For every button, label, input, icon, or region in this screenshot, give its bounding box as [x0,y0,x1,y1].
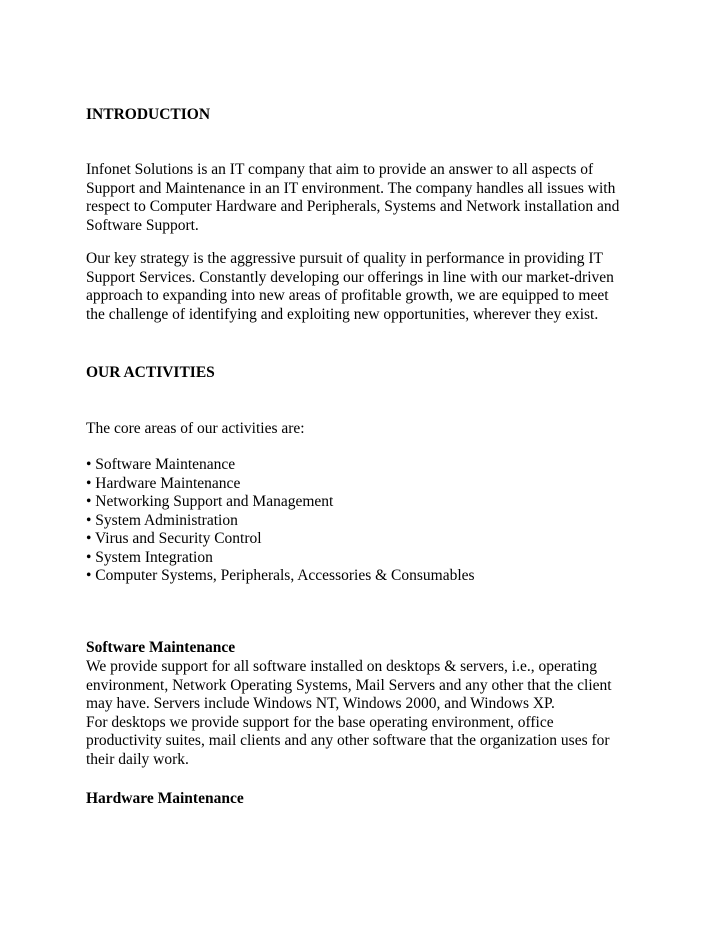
text-line: We provide support for all software installed on desktops & servers, i.e., operating [86,658,597,675]
introduction-paragraph-2 [86,250,706,324]
list-item: • Software Maintenance [86,456,236,473]
list-item: • Networking Support and Management [86,493,334,510]
text-line: approach to expanding into new areas of profitable growth, we are equipped to meet [86,287,609,304]
software-maintenance-heading: Software Maintenance [86,639,236,656]
list-item: • System Integration [86,548,213,566]
text-line: Infonet Solutions is an IT company that aim to provide an answer to all aspects of [86,161,594,178]
introduction-heading: INTRODUCTION [86,106,211,123]
text-line: Software Support. [86,216,199,234]
activities-heading: OUR ACTIVITIES [86,364,215,381]
text-line: the challenge of identifying and exploiting new opportunities, wherever they exist. [86,305,599,323]
list-item: • Computer Systems, Peripherals, Accessories & Consumables [86,567,475,584]
introduction-paragraph-1 [86,161,706,235]
text-line: Support and Maintenance in an IT environment. The company handles all issues with [86,179,616,197]
activities-list [86,456,475,586]
hardware-maintenance-heading: Hardware Maintenance [86,790,244,807]
text-line: environment, Network Operating Systems, Mail Servers and any other that the client [86,676,612,694]
text-line: their daily work. [86,750,189,768]
software-maintenance-paragraph [86,658,706,769]
text-line: Support Services. Constantly developing our offerings in line with our market-driven [86,268,614,286]
list-item: • Hardware Maintenance [86,474,241,492]
text-line: Our key strategy is the aggressive pursuit of quality in performance in providing IT [86,250,603,267]
activities-lead: The core areas of our activities are: [86,420,305,437]
text-line: For desktops we provide support for the base operating environment, office [86,713,554,731]
text-line: respect to Computer Hardware and Peripherals, Systems and Network installation and [86,198,620,215]
list-item: • System Administration [86,511,238,529]
text-line: productivity suites, mail clients and any other software that the organization uses for [86,732,610,749]
text-line: may have. Servers include Windows NT, Windows 2000, and Windows XP. [86,695,555,712]
list-item: • Virus and Security Control [86,530,262,547]
